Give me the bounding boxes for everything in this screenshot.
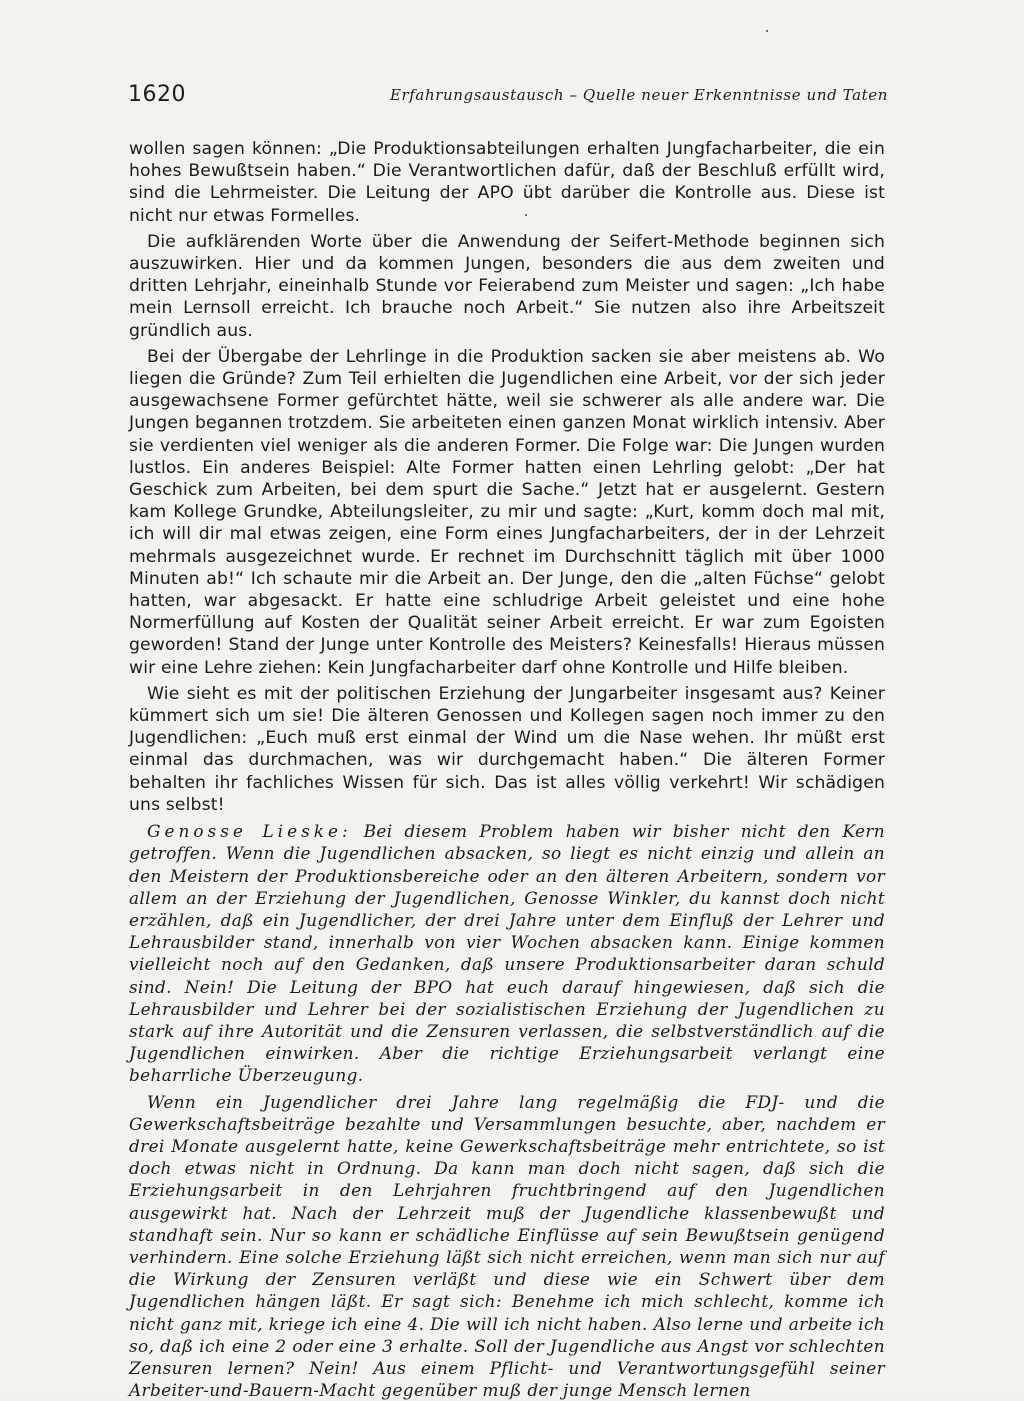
print-speck	[766, 30, 768, 32]
paragraph: Bei der Übergabe der Lehrlinge in die Produktion sacken sie aber meistens ab. Wo liegen die Gründe? Zum Teil erhielten die Jugendlichen eine Arbeit, vor der sich jeder ausgewachsene Former gefürchtet hätte, weil sie schwerer als alle andere war. Die Jungen begannen trotzdem. Sie arbeiteten einen ganzen Monat wirklich intensiv. Aber sie verdienten viel weniger als die anderen Former. Die Folge war: Die Jungen wurden lustlos. Ein anderes Beispiel: Alte Former hatten einen Lehrling gelobt: „Der hat Geschick zum Arbeiten, bei dem spurt die Sache.“ Jetzt hat er ausgelernt. Gestern kam Kollege Grundke, Abteilungsleiter, zu mir und sagte: „Kurt, komm doch mal mit, ich will dir mal etwas zeigen, eine Form eines Jungfacharbeiters, der in der Lehrzeit mehrmals ausgezeichnet wurde. Er rechnet im Durchschnitt täglich mit über 1000 Minuten ab!“ Ich schaute mir die Arbeit an. Der Junge, den die „alten Füchse“ gelobt hatten, war abgesackt. Er hatte eine schludrige Arbeit geleistet und eine hohe Normerfüllung auf Kosten der Qualität seiner Arbeit erreicht. Er war zum Egoisten geworden! Stand der Junge unter Kontrolle des Meisters? Keinesfalls! Hieraus müssen wir eine Lehre ziehen: Kein Jungfacharbeiter darf ohne Kontrolle und Hilfe bleiben.	[129, 346, 885, 678]
body-text	[129, 138, 885, 1401]
speech-paragraph: Wenn ein Jugendlicher drei Jahre lang regelmäßig die FDJ- und die Gewerkschaftsbeiträge bezahlte und Versammlungen besuchte, aber, nachdem er drei Monate ausgelernt hatte, keine Gewerkschaftsbeiträge mehr entrichtete, so ist doch etwas nicht in Ordnung. Da kann man doch nicht sagen, daß sich die Erziehungsarbeit in den Lehrjahren fruchtbringend auf den Jugendlichen ausgewirkt hat. Nach der Lehrzeit muß der Jugendliche klassenbewußt und standhaft sein. Nur so kann er schädliche Einflüsse auf sein Bewußtsein genügend verhindern. Eine solche Erziehung läßt sich nicht erreichen, wenn man sich nur auf die Wirkung der Zensuren verläßt und diese wie ein Schwert über dem Jugendlichen hängen läßt. Er sagt sich: Benehme ich mich schlecht, komme ich nicht ganz mit, kriege ich eine 4. Die will ich nicht haben. Also lerne und arbeite ich so, daß ich eine 2 oder eine 3 erhalte. Soll der Jugendliche aus Angst vor schlechten Zensuren lernen? Nein! Aus einem Pflicht- und Verantwortungsgefühl seiner Arbeiter-und-Bauern-Macht gegenüber muß der junge Mensch lernen	[129, 1091, 885, 1401]
paragraph: wollen sagen können: „Die Produktionsabteilungen erhalten Jungfacharbeiter, die ein hohes Bewußtsein haben.“ Die Verantwortlichen dafür, daß der Beschluß erfüllt wird, sind die Lehrmeister. Die Leitung der APO übt darüber die Kontrolle aus. Diese ist nicht nur etwas Formelles.	[129, 139, 885, 226]
speech-text: Bei diesem Problem haben wir bisher nicht den Kern getroffen. Wenn die Jugendlichen absacken, so liegt es nicht einzig und allein an den Meistern der Produktionsbereiche oder an den älteren Arbeitern, sondern vor allem an der Erziehung der Jugendlichen, Genosse Winkler, du kannst doch nicht erzählen, daß ein Jugendlicher, der drei Jahre unter dem Einfluß der Lehrer und Lehrausbilder stand, innerhalb von vier Wochen absacken kann. Einige kommen vielleicht noch auf den Gedanken, daß unsere Produktionsarbeiter daran schuld sind. Nein! Die Leitung der BPO hat euch darauf hingewiesen, daß sich die Lehrausbilder und Lehrer bei der sozialistischen Erziehung der Jugendlichen zu stark auf ihre Autorität und die Zensuren verlassen, die selbstverständlich auf die Jugendlichen einwirken. Aber die richtige Erziehungsarbeit verlangt eine beharrliche Überzeugung.	[129, 821, 885, 1086]
page-header	[128, 82, 888, 110]
paragraph: Die aufklärenden Worte über die Anwendung der Seifert-Methode beginnen sich auszuwirken. Hier und da kommen Jungen, besonders die aus dem zweiten und dritten Lehrjahr, eineinhalb Stunde vor Feierabend zum Meister und sagen: „Ich habe mein Lernsoll erreicht. Ich brauche noch Arbeit.“ Sie nutzen also ihre Arbeitszeit gründlich aus.	[129, 231, 885, 341]
speech-paragraph	[129, 820, 885, 1086]
speaker-name: Genosse Lieske:	[147, 821, 352, 842]
running-head: Erfahrungsaustausch – Quelle neuer Erkenntnisse und Taten	[389, 86, 888, 104]
page-number: 1620	[128, 82, 186, 107]
print-speck	[525, 214, 527, 216]
paragraph: Wie sieht es mit der politischen Erziehung der Jungarbeiter insgesamt aus? Keiner kümmert sich um sie! Die älteren Genossen und Kollegen sagen noch immer zu den Jugendlichen: „Euch muß erst einmal der Wind um die Nase wehen. Ihr müßt erst einmal das durchmachen, was wir durchgemacht haben.“ Die älteren Former behalten ihr fachliches Wissen für sich. Das ist alles völlig verkehrt! Wir schädigen uns selbst!	[129, 683, 885, 815]
